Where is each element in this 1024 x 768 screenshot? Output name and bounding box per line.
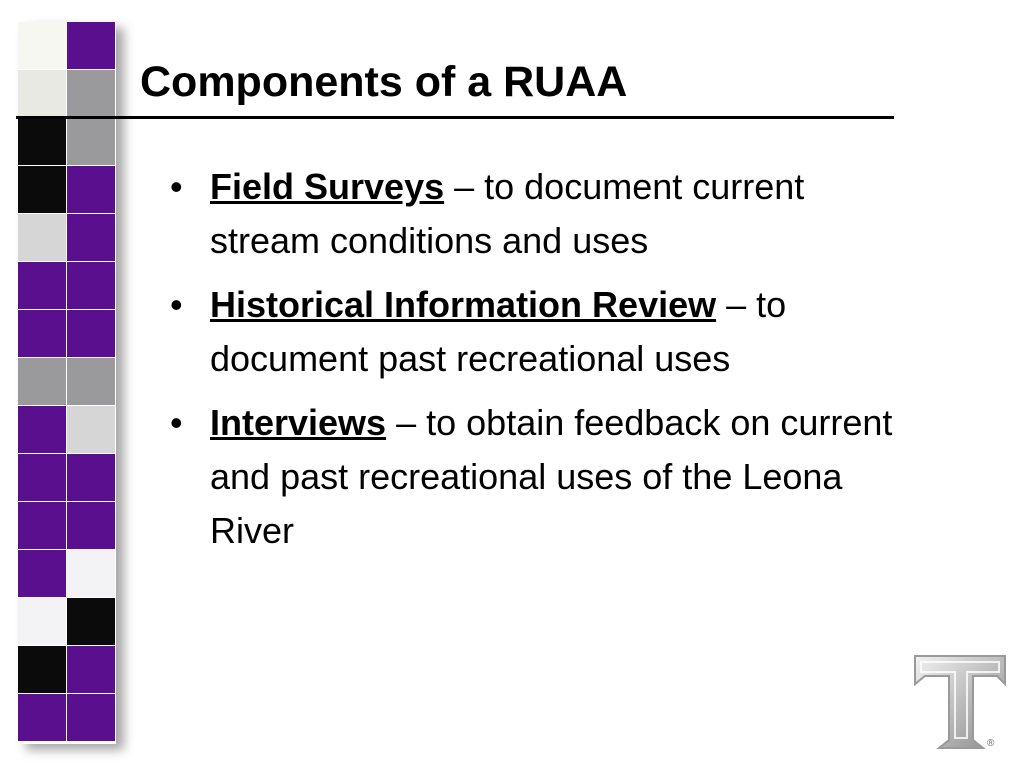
mosaic-tile [67,166,116,214]
mosaic-tile [18,550,67,598]
mosaic-tile [18,358,67,406]
bullet-interviews [168,396,908,558]
mosaic-tile [67,694,116,742]
mosaic-tile [18,406,67,454]
bullet-description: – to obtain feedback on current and past recreational uses of the Leona River [210,402,893,551]
mosaic-tile [18,310,67,358]
bullet-term: Historical Information Review [210,284,717,325]
mosaic-tile [67,454,116,502]
bullet-dot-icon: • [170,402,183,443]
mosaic-tile [67,118,116,166]
mosaic-tile [67,70,116,118]
decorative-mosaic [18,22,116,744]
mosaic-tile [67,262,116,310]
t-logo-icon [913,654,1008,754]
bullet-list [168,160,908,568]
mosaic-tile [67,550,116,598]
mosaic-tile [18,214,67,262]
mosaic-tile [18,646,67,694]
mosaic-tile [67,214,116,262]
bullet-description: – to document past recreational uses [210,284,787,379]
title-underline [16,116,894,119]
mosaic-tile [67,358,116,406]
mosaic-tile [18,22,67,70]
bullet-description: – to document current stream conditions and uses [210,166,805,261]
bullet-dot-icon: • [170,166,183,207]
mosaic-tile [18,262,67,310]
mosaic-tile [18,694,67,742]
bullet-field-surveys [168,160,908,268]
bullet-dot-icon: • [170,284,183,325]
slide-title: Components of a RUAA [140,58,628,106]
mosaic-tile [18,118,67,166]
mosaic-tile [18,166,67,214]
mosaic-tile [18,70,67,118]
bullet-historical-review [168,278,908,386]
mosaic-tile [67,598,116,646]
mosaic-tile [67,646,116,694]
mosaic-tile [18,502,67,550]
university-t-logo [913,654,1008,754]
bullet-term: Interviews [210,402,387,443]
mosaic-tile [67,310,116,358]
bullet-term: Field Surveys [210,166,445,207]
mosaic-tile [67,406,116,454]
mosaic-tile [67,502,116,550]
registered-mark: ® [987,738,995,749]
mosaic-tile [18,598,67,646]
mosaic-tile [67,22,116,70]
mosaic-tile [18,454,67,502]
